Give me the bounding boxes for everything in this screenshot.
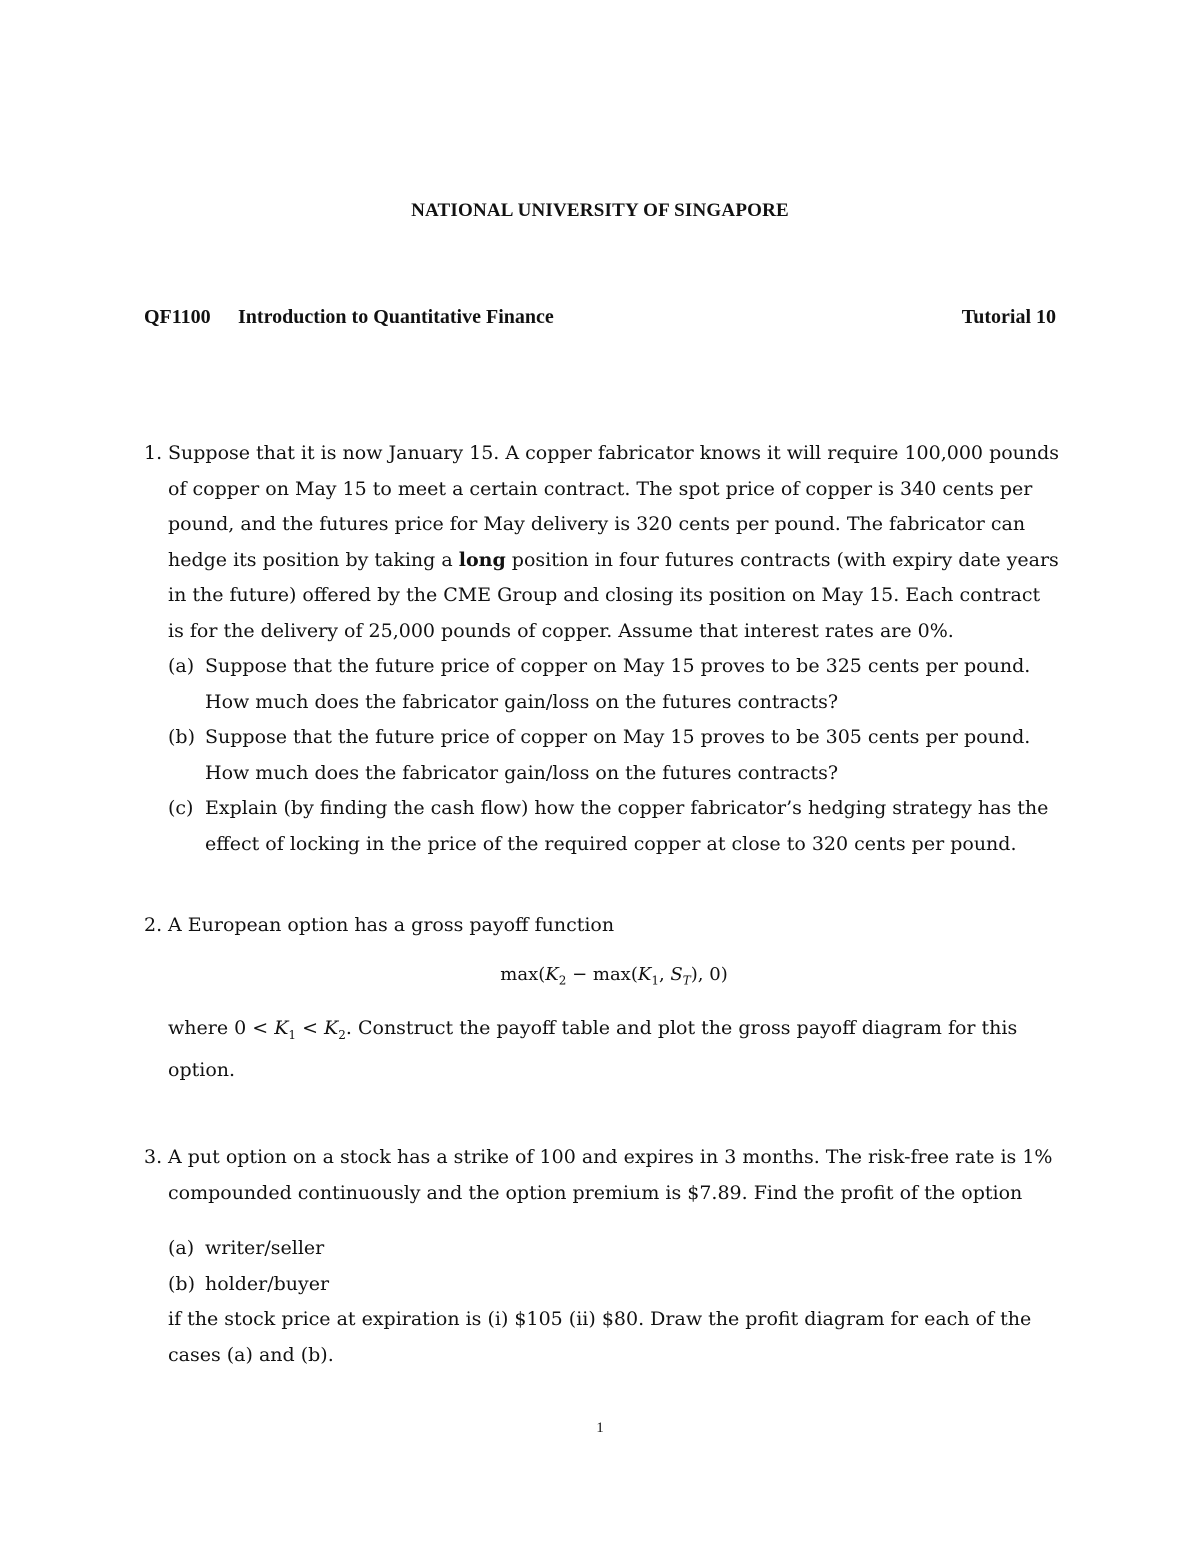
question-1-intro: Suppose that it is now January 15. A copper fabricator knows it will require 100,000 pounds of copper on May 15 to meet a certain contract. The spot price of copper is 340 cents per pound, and the futures price for May delivery is 320 cents per pound. The fabricator can hedge its position by taking a long position in four futures contracts (with expiry date years in the future) offered by the CME Group and closing its position on May 15. Each contract is for the delivery of 25,000 pounds of copper. Assume that interest rates are 0%. [168,442,1060,642]
part-label: (b) [168,1272,195,1295]
institution-heading: NATIONAL UNIVERSITY OF SINGAPORE [411,200,789,221]
question-2-intro: A European option has a gross payoff function [168,914,615,936]
emphasis-long: long [458,548,506,571]
question-number: 2. [144,914,163,936]
question-1-part-c [168,791,1060,862]
part-text: Suppose that the future price of copper on May 15 proves to be 325 cents per pound. How much does the fabricator gain/loss on the futures contracts? [205,655,1031,713]
course-code: QF1100 [144,306,211,328]
question-1 [144,436,1060,862]
part-text: holder/buyer [205,1272,330,1295]
tutorial-number: Tutorial 10 [961,306,1056,328]
part-label: (c) [168,797,194,819]
part-text: Explain (by finding the cash flow) how the copper fabricator’s hedging strategy has the effect of locking in the price of the required copper at close to 320 cents per pound. [205,797,1049,855]
question-3 [144,1140,1060,1373]
question-2-instruction: where $0 < K_1 < K_2$. Construct the payoff table and plot the gross payoff diagram for this option. [168,1017,1018,1082]
question-number: 1. [144,442,163,464]
course-header-row [144,306,1056,334]
question-number: 3. [144,1146,163,1168]
question-1-part-a [168,649,1060,720]
question-3-intro: A put option on a stock has a strike of 100 and expires in 3 months. The risk-free rate is 1% compounded continuously and the option premium is $7.89. Find the profit of the option [168,1146,1053,1204]
part-label: (a) [168,1237,195,1259]
part-text: Suppose that the future price of copper on May 15 proves to be 305 cents per pound. How much does the fabricator gain/loss on the futures contracts? [205,726,1031,784]
question-3-part-a [168,1231,1060,1267]
question-3-outro: if the stock price at expiration is (i) $105 (ii) $80. Draw the profit diagram for each of the cases (a) and (b). [168,1308,1032,1366]
page-number: 1 [596,1420,604,1436]
payoff-formula: $\max(K_2 - \max(K_1$, $S_T$), 0) [500,963,728,988]
question-1-part-b [168,720,1060,791]
course-title: Introduction to Quantitative Finance [238,306,554,328]
part-text: writer/seller [205,1237,325,1259]
question-3-part-b [168,1267,1060,1303]
part-label: (a) [168,655,195,677]
question-2 [144,908,1060,1089]
part-label: (b) [168,726,195,748]
